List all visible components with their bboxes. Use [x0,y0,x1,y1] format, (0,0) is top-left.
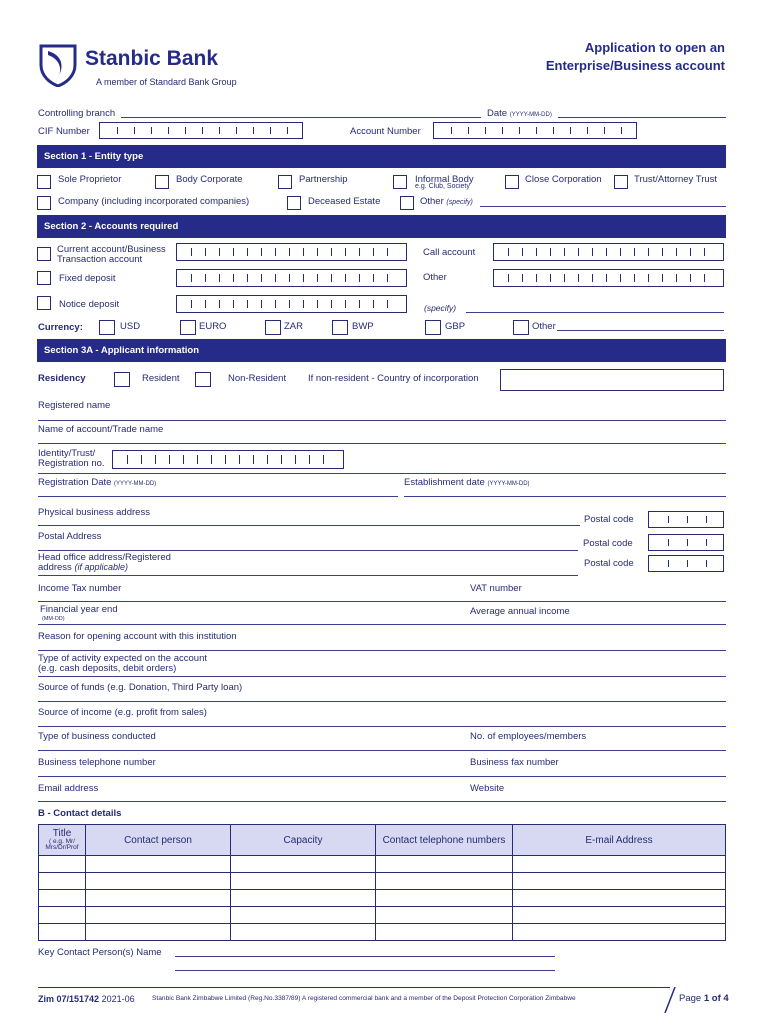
key-contact-field-2[interactable] [175,970,555,971]
other-currency-field[interactable] [557,330,724,331]
reason-field[interactable] [38,650,726,651]
bwp-checkbox[interactable] [332,320,348,335]
body-corporate-checkbox[interactable] [155,175,169,189]
notice-deposit-checkbox[interactable] [37,296,51,310]
trust-checkbox[interactable] [614,175,628,189]
identity-divider [38,473,726,474]
source-of-income-field[interactable] [38,726,726,727]
source-of-funds-label: Source of funds (e.g. Donation, Third Party loan) [38,682,243,693]
deceased-estate-checkbox[interactable] [287,196,301,210]
informal-body-label: Informal Body [415,174,474,185]
other-currency-label: Other [532,321,556,332]
contact-table [38,824,726,941]
account-number-field[interactable] [433,122,637,139]
account-number-label: Account Number [350,126,421,137]
section3a-title: Section 3A - Applicant information [44,345,199,356]
table-row [39,924,726,941]
physical-address-field[interactable] [38,525,580,526]
identity-number-field[interactable] [112,450,344,469]
country-of-incorporation-field[interactable] [500,369,724,391]
registered-name-label: Registered name [38,400,111,411]
type-of-business-field[interactable] [38,750,726,751]
current-account-field[interactable] [176,243,407,261]
table-row [39,890,726,907]
establishment-date-label: Establishment date (YYYY-MM-DD) [404,477,530,488]
informal-body-example: e.g. Club, Society [415,183,470,190]
website-label: Website [470,783,505,794]
postal-address-field[interactable] [38,550,578,551]
gbp-checkbox[interactable] [425,320,441,335]
country-of-incorporation-label: If non-resident - Country of incorporation [308,373,479,384]
close-corporation-checkbox[interactable] [505,175,519,189]
resident-label: Resident [142,373,180,384]
col-capacity: Capacity [231,825,376,856]
postal-code-label-3: Postal code [584,558,634,569]
partnership-checkbox[interactable] [278,175,292,189]
section2-header [37,215,726,238]
financial-year-end-label: Financial year end [40,604,118,615]
non-resident-checkbox[interactable] [195,372,211,387]
contact-details-title: B - Contact details [38,808,122,819]
specify-field[interactable] [466,312,724,313]
informal-body-checkbox[interactable] [393,175,407,189]
notice-deposit-label: Notice deposit [59,299,120,310]
identity-label: Identity/Trust/ Registration no. [38,448,105,469]
postal-code-label-2: Postal code [583,538,633,549]
current-account-label: Current account/Business Transaction account [57,244,166,265]
non-resident-label: Non-Resident [228,373,287,384]
call-account-field[interactable] [493,243,724,261]
telephone-field[interactable] [38,776,726,777]
registration-date-label: Registration Date (YYYY-MM-DD) [38,477,157,488]
zar-checkbox[interactable] [265,320,281,335]
gbp-label: GBP [445,321,466,332]
euro-checkbox[interactable] [180,320,196,335]
bank-logo [38,43,258,91]
other-currency-checkbox[interactable] [513,320,529,335]
head-office-label: Head office address/Registered address (if applicable) [38,552,171,573]
notice-deposit-field[interactable] [176,295,407,313]
col-phone: Contact telephone numbers [376,825,513,856]
physical-address-label: Physical business address [38,507,150,518]
currency-label: Currency: [38,322,83,333]
table-row [39,856,726,873]
other-entity-field[interactable] [480,206,726,207]
residency-label: Residency [38,373,86,384]
fixed-deposit-checkbox[interactable] [37,271,51,285]
sole-proprietor-checkbox[interactable] [37,175,51,189]
euro-label: EURO [199,321,227,332]
other-entity-checkbox[interactable] [400,196,414,210]
trade-name-label: Name of account/Trade name [38,424,164,435]
activity-field[interactable] [38,676,726,677]
postal-code-field-1[interactable] [648,511,724,528]
col-contact-person: Contact person [86,825,231,856]
trust-label: Trust/Attorney Trust [634,174,718,185]
footer-form-code: Zim 07/151742 2021-06 [38,994,135,1004]
section3a-header [37,339,726,362]
other-entity-label: Other (specify) [420,196,473,207]
activity-label: Type of activity expected on the account (e.g. cash deposits, debit orders) [38,653,207,674]
company-checkbox[interactable] [37,196,51,210]
close-corporation-label: Close Corporation [525,174,602,185]
shield-logo-icon [38,43,78,87]
specify-label: (specify) [424,303,457,313]
body-corporate-label: Body Corporate [176,174,243,185]
postal-code-label-1: Postal code [584,514,634,525]
key-contact-label: Key Contact Person(s) Name [38,947,162,958]
fixed-deposit-field[interactable] [176,269,407,287]
postal-code-field-2[interactable] [648,534,724,551]
vat-number-label: VAT number [470,583,522,594]
other-account-field[interactable] [493,269,724,287]
fax-label: Business fax number [470,757,559,768]
income-tax-field[interactable] [38,601,726,602]
bank-tagline: A member of Standard Bank Group [96,77,237,87]
zar-label: ZAR [284,321,303,332]
col-title: Title ( e.g. Mr/ Mrs/Dr/Prof [39,825,86,856]
reason-label: Reason for opening account with this institution [38,631,237,642]
section1-header [37,145,726,168]
postal-code-field-3[interactable] [648,555,724,572]
resident-checkbox[interactable] [114,372,130,387]
establishment-date-field[interactable] [404,496,726,497]
form-title-line1: Application to open an [584,40,725,55]
company-label: Company (including incorporated companies) [58,196,250,207]
footer-slash-icon [661,987,681,1013]
employees-label: No. of employees/members [470,731,587,742]
cif-number-field[interactable] [99,122,303,139]
email-label: Email address [38,783,99,794]
head-office-field[interactable] [38,575,578,576]
type-of-business-label: Type of business conducted [38,731,156,742]
source-of-funds-field[interactable] [38,701,726,702]
income-tax-label: Income Tax number [38,583,122,594]
form-title-line2: Enterprise/Business account [545,58,725,73]
average-income-label: Average annual income [470,606,570,617]
contact-table-header [39,825,726,856]
financial-year-end-field[interactable] [38,624,726,625]
fixed-deposit-label: Fixed deposit [59,273,116,284]
email-field[interactable] [38,801,726,802]
telephone-label: Business telephone number [38,757,156,768]
controlling-branch-label: Controlling branch [38,108,116,119]
partnership-label: Partnership [299,174,348,185]
call-account-label: Call account [423,247,476,258]
bwp-label: BWP [352,321,374,332]
table-row [39,873,726,890]
registration-date-field[interactable] [38,496,398,497]
trade-name-field[interactable] [38,443,726,444]
current-account-checkbox[interactable] [37,247,51,261]
footer-page-number: Page 1 of 4 [679,993,729,1004]
date-field[interactable] [558,117,726,118]
cif-number-label: CIF Number [38,126,90,137]
section1-title: Section 1 - Entity type [44,151,144,162]
footer-rule [38,987,670,988]
footer-disclaimer: Stanbic Bank Zimbabwe Limited (Reg.No.3387/89) A registered commercial bank and a member of the Deposit Protection Corporation Zimbabwe [152,995,576,1002]
financial-year-end-format: (MM-DD) [42,616,65,622]
date-label: Date (YYYY-MM-DD) [487,108,552,119]
usd-label: USD [120,321,141,332]
bank-name: Stanbic Bank [85,47,219,70]
registered-name-field[interactable] [38,420,726,421]
sole-proprietor-label: Sole Proprietor [58,174,122,185]
source-of-income-label: Source of income (e.g. profit from sales) [38,707,207,718]
other-account-label: Other [423,272,447,283]
key-contact-field-1[interactable] [175,956,555,957]
section2-title: Section 2 - Accounts required [44,221,179,232]
deceased-estate-label: Deceased Estate [308,196,381,207]
controlling-branch-field[interactable] [121,117,481,118]
postal-address-label: Postal Address [38,531,102,542]
table-row [39,907,726,924]
usd-checkbox[interactable] [99,320,115,335]
col-email: E-mail Address [513,825,726,856]
